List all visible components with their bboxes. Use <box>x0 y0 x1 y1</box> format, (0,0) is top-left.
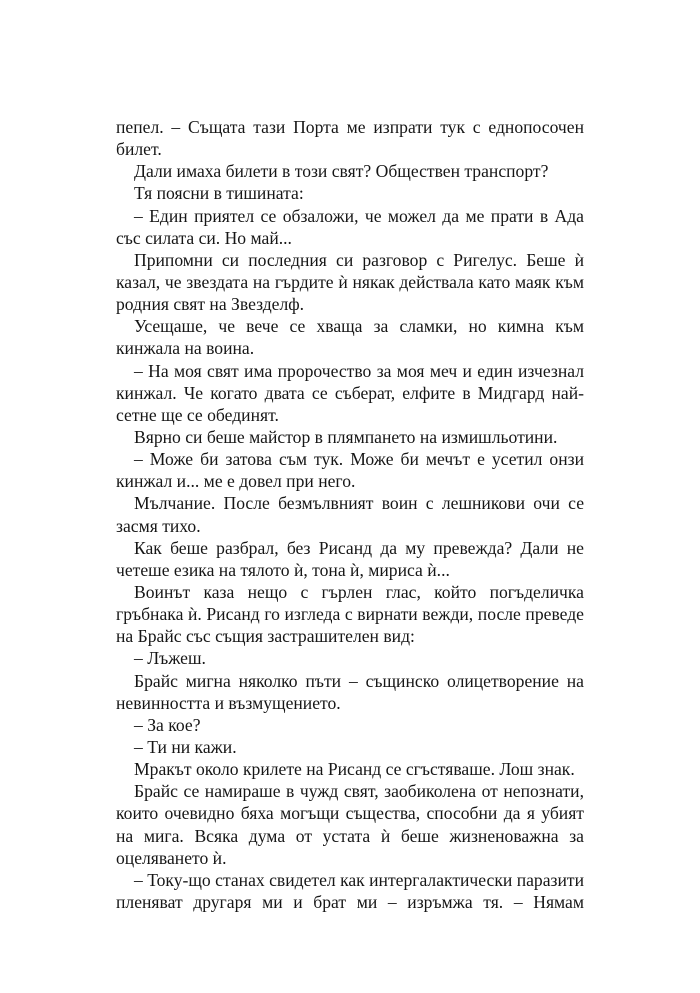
text-line: казал, че звездата на гърдите ѝ някак действала като маяк към <box>116 271 584 292</box>
text-line: родния свят на Звезделф. <box>116 294 305 315</box>
text-line: пепел. – Същата тази Порта ме изпрати тук с еднопосочен <box>116 117 584 137</box>
text-line: невинността и възмущението. <box>116 692 341 713</box>
text-line: Мракът около крилете на Рисанд се сгъстяваше. Лош знак. <box>134 759 575 780</box>
text-line: на мига. Всяка дума от устата ѝ беше жизненоважна за <box>116 825 584 846</box>
text-line: кинжал. Че когато двата се съберат, елфите в Мидгард най- <box>116 382 584 403</box>
text-line: Мълчание. После безмълвният воин с лешникови очи се <box>134 493 584 514</box>
text-line: – На моя свят има пророчество за моя меч и един изчезнал <box>134 360 584 381</box>
text-line: оцеляването ѝ. <box>116 847 227 868</box>
text-line: – Ти ни кажи. <box>134 736 237 757</box>
text-line: със силата си. Но май... <box>116 227 292 248</box>
text-line: Воинът каза нещо с гърлен глас, който погъделичка <box>134 581 584 602</box>
text-line: Тя поясни в тишината: <box>134 183 304 204</box>
text-line: четеше езика на тялото ѝ, тона ѝ, мириса ѝ... <box>116 559 450 580</box>
text-line: Как беше разбрал, без Рисанд да му превежда? Дали не <box>134 537 584 558</box>
text-line: – Може би затова съм тук. Може би мечът е усетил онзи <box>134 449 584 470</box>
text-line: Вярно си беше майстор в плямпането на измишльотини. <box>134 426 558 447</box>
text-line: Брайс се намираше в чужд свят, заобиколена от непознати, <box>134 781 584 802</box>
text-line: билет. <box>116 139 162 160</box>
text-line: – Един приятел се обзаложи, че можел да ме прати в Ада <box>134 205 584 226</box>
body-text <box>116 116 584 913</box>
text-line: засмя тихо. <box>116 515 201 536</box>
text-line: кинжала на воина. <box>116 338 255 359</box>
text-line: на Брайс със същия застрашителен вид: <box>116 626 415 647</box>
text-line: – Лъжеш. <box>134 648 206 669</box>
text-line: гръбнака ѝ. Рисанд го изгледа с вирнати вежди, после преведе <box>116 604 584 625</box>
text-line: които очевидно бяха могъщи същества, способни да я убият <box>116 803 584 824</box>
text-line: Дали имаха билети в този свят? Обществен транспорт? <box>134 161 549 182</box>
text-line: сетне ще се обединят. <box>116 404 279 425</box>
text-line: Усещаше, че вече се хваща за сламки, но кимна към <box>134 316 584 337</box>
text-line: – За кое? <box>134 714 201 735</box>
text-line: – Току-що станах свидетел как интергалактически паразити <box>134 869 584 890</box>
text-line: кинжал и... ме е довел при него. <box>116 471 356 492</box>
text-line: пленяват другаря ми и брат ми – изръмжа тя. – Нямам <box>116 891 584 912</box>
text-line: Брайс мигна няколко пъти – същинско олицетворение на <box>134 670 584 691</box>
text-line: Припомни си последния си разговор с Ригелус. Беше ѝ <box>134 249 584 270</box>
